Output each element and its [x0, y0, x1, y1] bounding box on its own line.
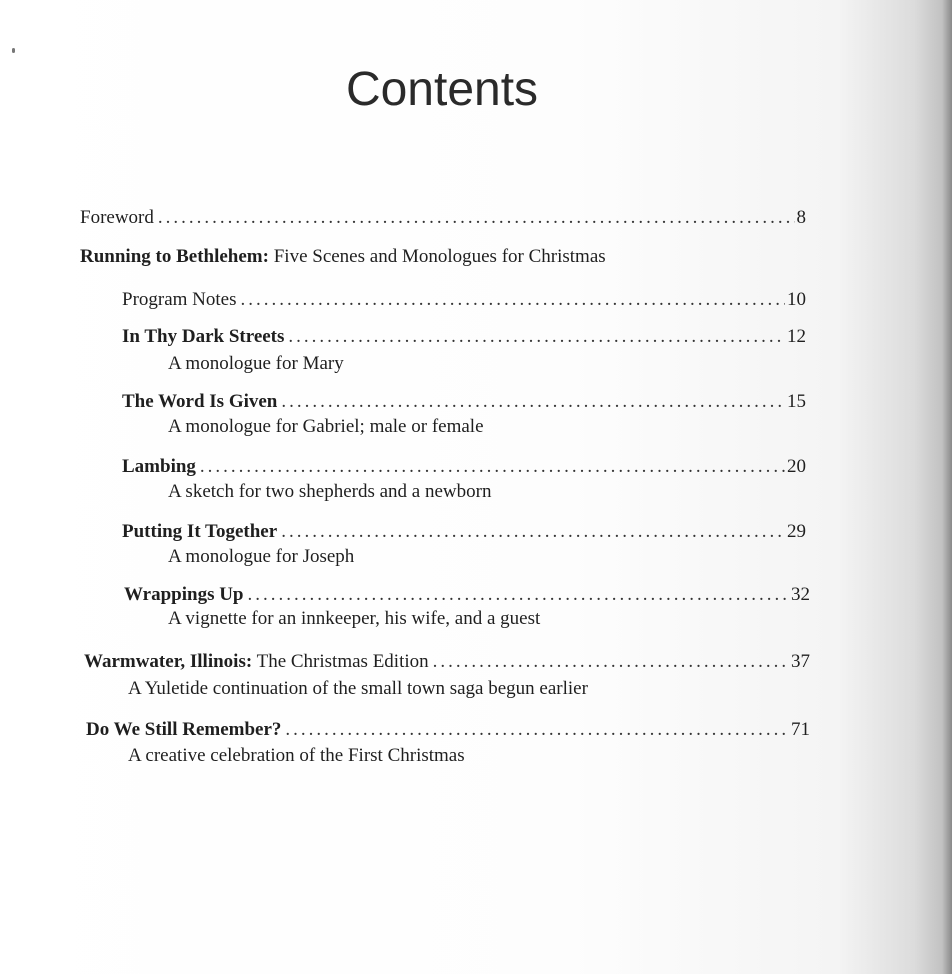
toc-entry-do-we-still-remember: [86, 718, 810, 742]
dot-leader: [288, 325, 785, 349]
toc-entry-subtitle: The Christmas Edition: [252, 651, 429, 672]
toc-entry-program-notes: [122, 288, 806, 312]
toc-entry-label: [122, 390, 277, 414]
toc-entry-label: [122, 325, 284, 349]
toc-entry-label: [84, 650, 429, 674]
toc-entry-label: [122, 520, 277, 544]
toc-entry-putting-it-together: [122, 520, 806, 544]
toc-page-number: 71: [791, 719, 810, 740]
toc-entry-bold-title: Running to Bethlehem:: [80, 246, 269, 267]
dot-leader: [248, 583, 789, 607]
toc-entry-label: Program Notes: [122, 289, 237, 310]
toc-entry-bold-title: Wrappings Up: [124, 584, 244, 605]
toc-entry-description: A sketch for two shepherds and a newborn: [168, 481, 492, 502]
dot-leader: [281, 390, 785, 414]
toc-entry-bold-title: Do We Still Remember?: [86, 719, 282, 740]
toc-page-number: 8: [796, 207, 806, 228]
toc-page-number: 20: [787, 456, 806, 477]
toc-entry-the-word-is-given: [122, 390, 806, 414]
toc-entry-wrappings-up: [124, 583, 810, 607]
toc-section-running-to-bethlehem: [80, 245, 806, 269]
toc-entry-label: [124, 583, 244, 607]
toc-entry-bold-title: Putting It Together: [122, 521, 278, 542]
toc-entry-warmwater-illinois: [84, 650, 810, 674]
toc-page-number: 12: [787, 326, 806, 347]
dot-leader: [285, 718, 789, 742]
toc-entry-bold-title: Lambing: [122, 456, 196, 477]
toc-entry-label: [122, 455, 196, 479]
dot-leader: [158, 206, 795, 230]
toc-entry-description: A Yuletide continuation of the small town saga begun earlier: [128, 678, 588, 699]
toc-entry-lambing: [122, 455, 806, 479]
dot-leader: [281, 520, 785, 544]
dot-leader: [241, 288, 785, 312]
toc-page-number: 15: [787, 391, 806, 412]
toc-entry-description: A monologue for Joseph: [168, 546, 355, 567]
toc-page-number: 29: [787, 521, 806, 542]
toc-page-number: 32: [791, 584, 810, 605]
page-edge-shadow: [942, 0, 952, 974]
toc-entry-description: A vignette for an innkeeper, his wife, and a guest: [168, 608, 541, 629]
toc-entry-subtitle: Five Scenes and Monologues for Christmas: [268, 246, 606, 267]
paper-speck: [12, 48, 15, 53]
toc-entry-label: [86, 718, 281, 742]
toc-entry-description: A monologue for Gabriel; male or female: [168, 416, 484, 437]
dot-leader: [200, 455, 785, 479]
toc-entry-description: A monologue for Mary: [168, 353, 344, 374]
page-title: Contents: [345, 63, 539, 116]
toc-entry-bold-title: In Thy Dark Streets: [122, 326, 285, 347]
dot-leader: [433, 650, 789, 674]
toc-page-number: 10: [787, 289, 806, 310]
toc-entry-foreword: [80, 206, 806, 230]
toc-page-number: 37: [791, 651, 810, 672]
toc-entry-bold-title: Warmwater, Illinois:: [84, 651, 253, 672]
toc-entry-bold-title: The Word Is Given: [122, 391, 278, 412]
toc-entry-label: Foreword: [80, 207, 154, 228]
toc-entry-description: A creative celebration of the First Christmas: [128, 745, 465, 766]
toc-entry-in-thy-dark-streets: [122, 325, 806, 349]
toc-entry-label: [80, 245, 606, 269]
